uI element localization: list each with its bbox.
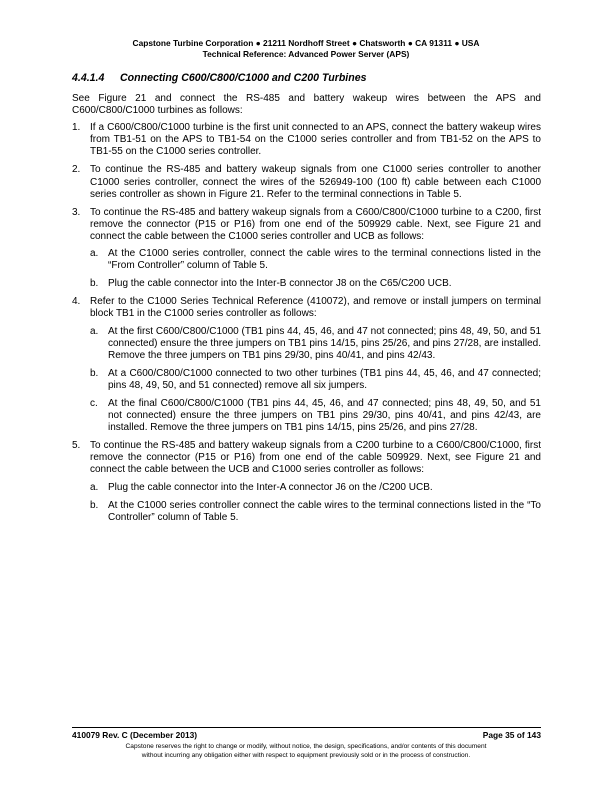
- substep-list: [90, 248, 541, 290]
- step-number: 2.: [72, 164, 81, 176]
- section-heading: [72, 72, 367, 84]
- substep-letter: c.: [90, 397, 98, 409]
- header-doc-title: Technical Reference: Advanced Power Server (APS): [202, 49, 410, 59]
- step-item: [72, 296, 541, 434]
- page-header: [0, 38, 612, 60]
- step-text: Refer to the C1000 Series Technical Reference (410072), and remove or install jumpers on terminal block TB1 in the C1000 series controller as follows:: [90, 296, 541, 320]
- substep-letter: a.: [90, 248, 99, 260]
- substep-item: [90, 500, 541, 524]
- substep-letter: b.: [90, 499, 99, 511]
- step-number: 4.: [72, 296, 81, 308]
- substep-item: [90, 248, 541, 272]
- section-title: Connecting C600/C800/C1000 and C200 Turbines: [120, 72, 367, 84]
- header-company-line: Capstone Turbine Corporation ● 21211 Nordhoff Street ● Chatsworth ● CA 91311 ● USA: [132, 38, 480, 48]
- substep-text: Plug the cable connector into the Inter-B connector J8 on the C65/C200 UCB.: [108, 278, 452, 290]
- substep-text: At the first C600/C800/C1000 (TB1 pins 44, 45, 46, and 47 not connected; pins 48, 49, 50, and 51 connected) ensure the three jumpers on TB1 pins 14/15, pins 25/26, and pins 27/28, are installed. Remove the three jumpers on TB1 pins 29/30, pins 40/41, and pins 42/43.: [108, 325, 541, 361]
- substep-item: [90, 482, 541, 494]
- substep-text: Plug the cable connector into the Inter-A connector J6 on the /C200 UCB.: [108, 481, 433, 493]
- footer-doc-id: 410079 Rev. C (December 2013): [72, 730, 198, 740]
- step-item: [72, 207, 541, 291]
- body-text: [72, 93, 541, 530]
- step-item: [72, 440, 541, 524]
- substep-letter: b.: [90, 278, 99, 290]
- step-text: If a C600/C800/C1000 turbine is the first unit connected to an APS, connect the battery wakeup wires from TB1-51 on the APS to TB1-54 on the C1000 series controller and from TB1-52 on the APS to TB1-55 on the C1000 series controller.: [90, 122, 541, 158]
- substep-item: [90, 398, 541, 434]
- step-number: 3.: [72, 206, 81, 218]
- substep-item: [90, 326, 541, 362]
- substep-text: At the final C600/C800/C1000 (TB1 pins 44, 45, 46, and 47 connected; pins 48, 49, 50, and 51 not connected) ensure the three jumpers on TB1 pins 29/30, pins 40/41, and pins 42/43, are installed. Remove the three jumpers on TB1 pins 14/15, pins 25/26, and pins 27/28.: [108, 397, 541, 434]
- substep-text: At the C1000 series controller, connect the cable wires to the terminal connections listed in the “From Controller” column of Table 5.: [108, 248, 541, 272]
- step-text: To continue the RS-485 and battery wakeup signals from one C1000 series controller to another C1000 series controller, connect the wires of the 526949-100 (100 ft) cable between each C1000 series controller as shown in Figure 21. Refer to the terminal connections in Table 5.: [90, 164, 541, 200]
- disclaimer-line-1: Capstone reserves the right to change or modify, without notice, the design, specifications, and/or contents of this document: [125, 743, 487, 750]
- substep-text: At the C1000 series controller connect the cable wires to the terminal connections listed in the “To Controller” column of Table 5.: [108, 499, 541, 523]
- substep-text: At a C600/C800/C1000 connected to two other turbines (TB1 pins 44, 45, 46, and 47 connected; pins 48, 49, 50, and 51 connected) remove all six jumpers.: [108, 367, 541, 391]
- footer-disclaimer: [0, 743, 612, 760]
- substep-item: [90, 278, 541, 290]
- disclaimer-line-2: without incurring any obligation either with respect to equipment previously sold or in the process of construction.: [141, 751, 471, 759]
- footer-divider: [72, 727, 541, 728]
- substep-list: [90, 326, 541, 435]
- substep-list: [90, 482, 541, 524]
- substep-letter: a.: [90, 325, 99, 337]
- step-list: [72, 122, 541, 524]
- step-number: 5.: [72, 440, 81, 452]
- step-item: [72, 164, 541, 200]
- substep-letter: a.: [90, 481, 99, 493]
- step-text: To continue the RS-485 and battery wakeup signals from a C600/C800/C1000 turbine to a C200, first remove the connector (P15 or P16) from one end of the 509929 cable. Next, see Figure 21 and connect the cable between the C1000 series controller and UCB as follows:: [90, 206, 541, 242]
- substep-item: [90, 368, 541, 392]
- step-text: To continue the RS-485 and battery wakeup signals from a C200 turbine to a C600/C800/C1000, first remove the connector (P15 or P16) from one end of the cable 509929. Next, see Figure 21 and connect the cable between the UCB and C1000 series controller as follows:: [90, 440, 541, 476]
- step-item: [72, 122, 541, 158]
- substep-letter: b.: [90, 367, 99, 379]
- footer-page-number: Page 35 of 143: [482, 730, 541, 740]
- section-number: 4.4.1.4: [72, 72, 105, 84]
- intro-paragraph: See Figure 21 and connect the RS-485 and battery wakeup wires between the APS and C600/C800/C1000 turbines as follows:: [72, 93, 541, 117]
- step-number: 1.: [72, 122, 81, 134]
